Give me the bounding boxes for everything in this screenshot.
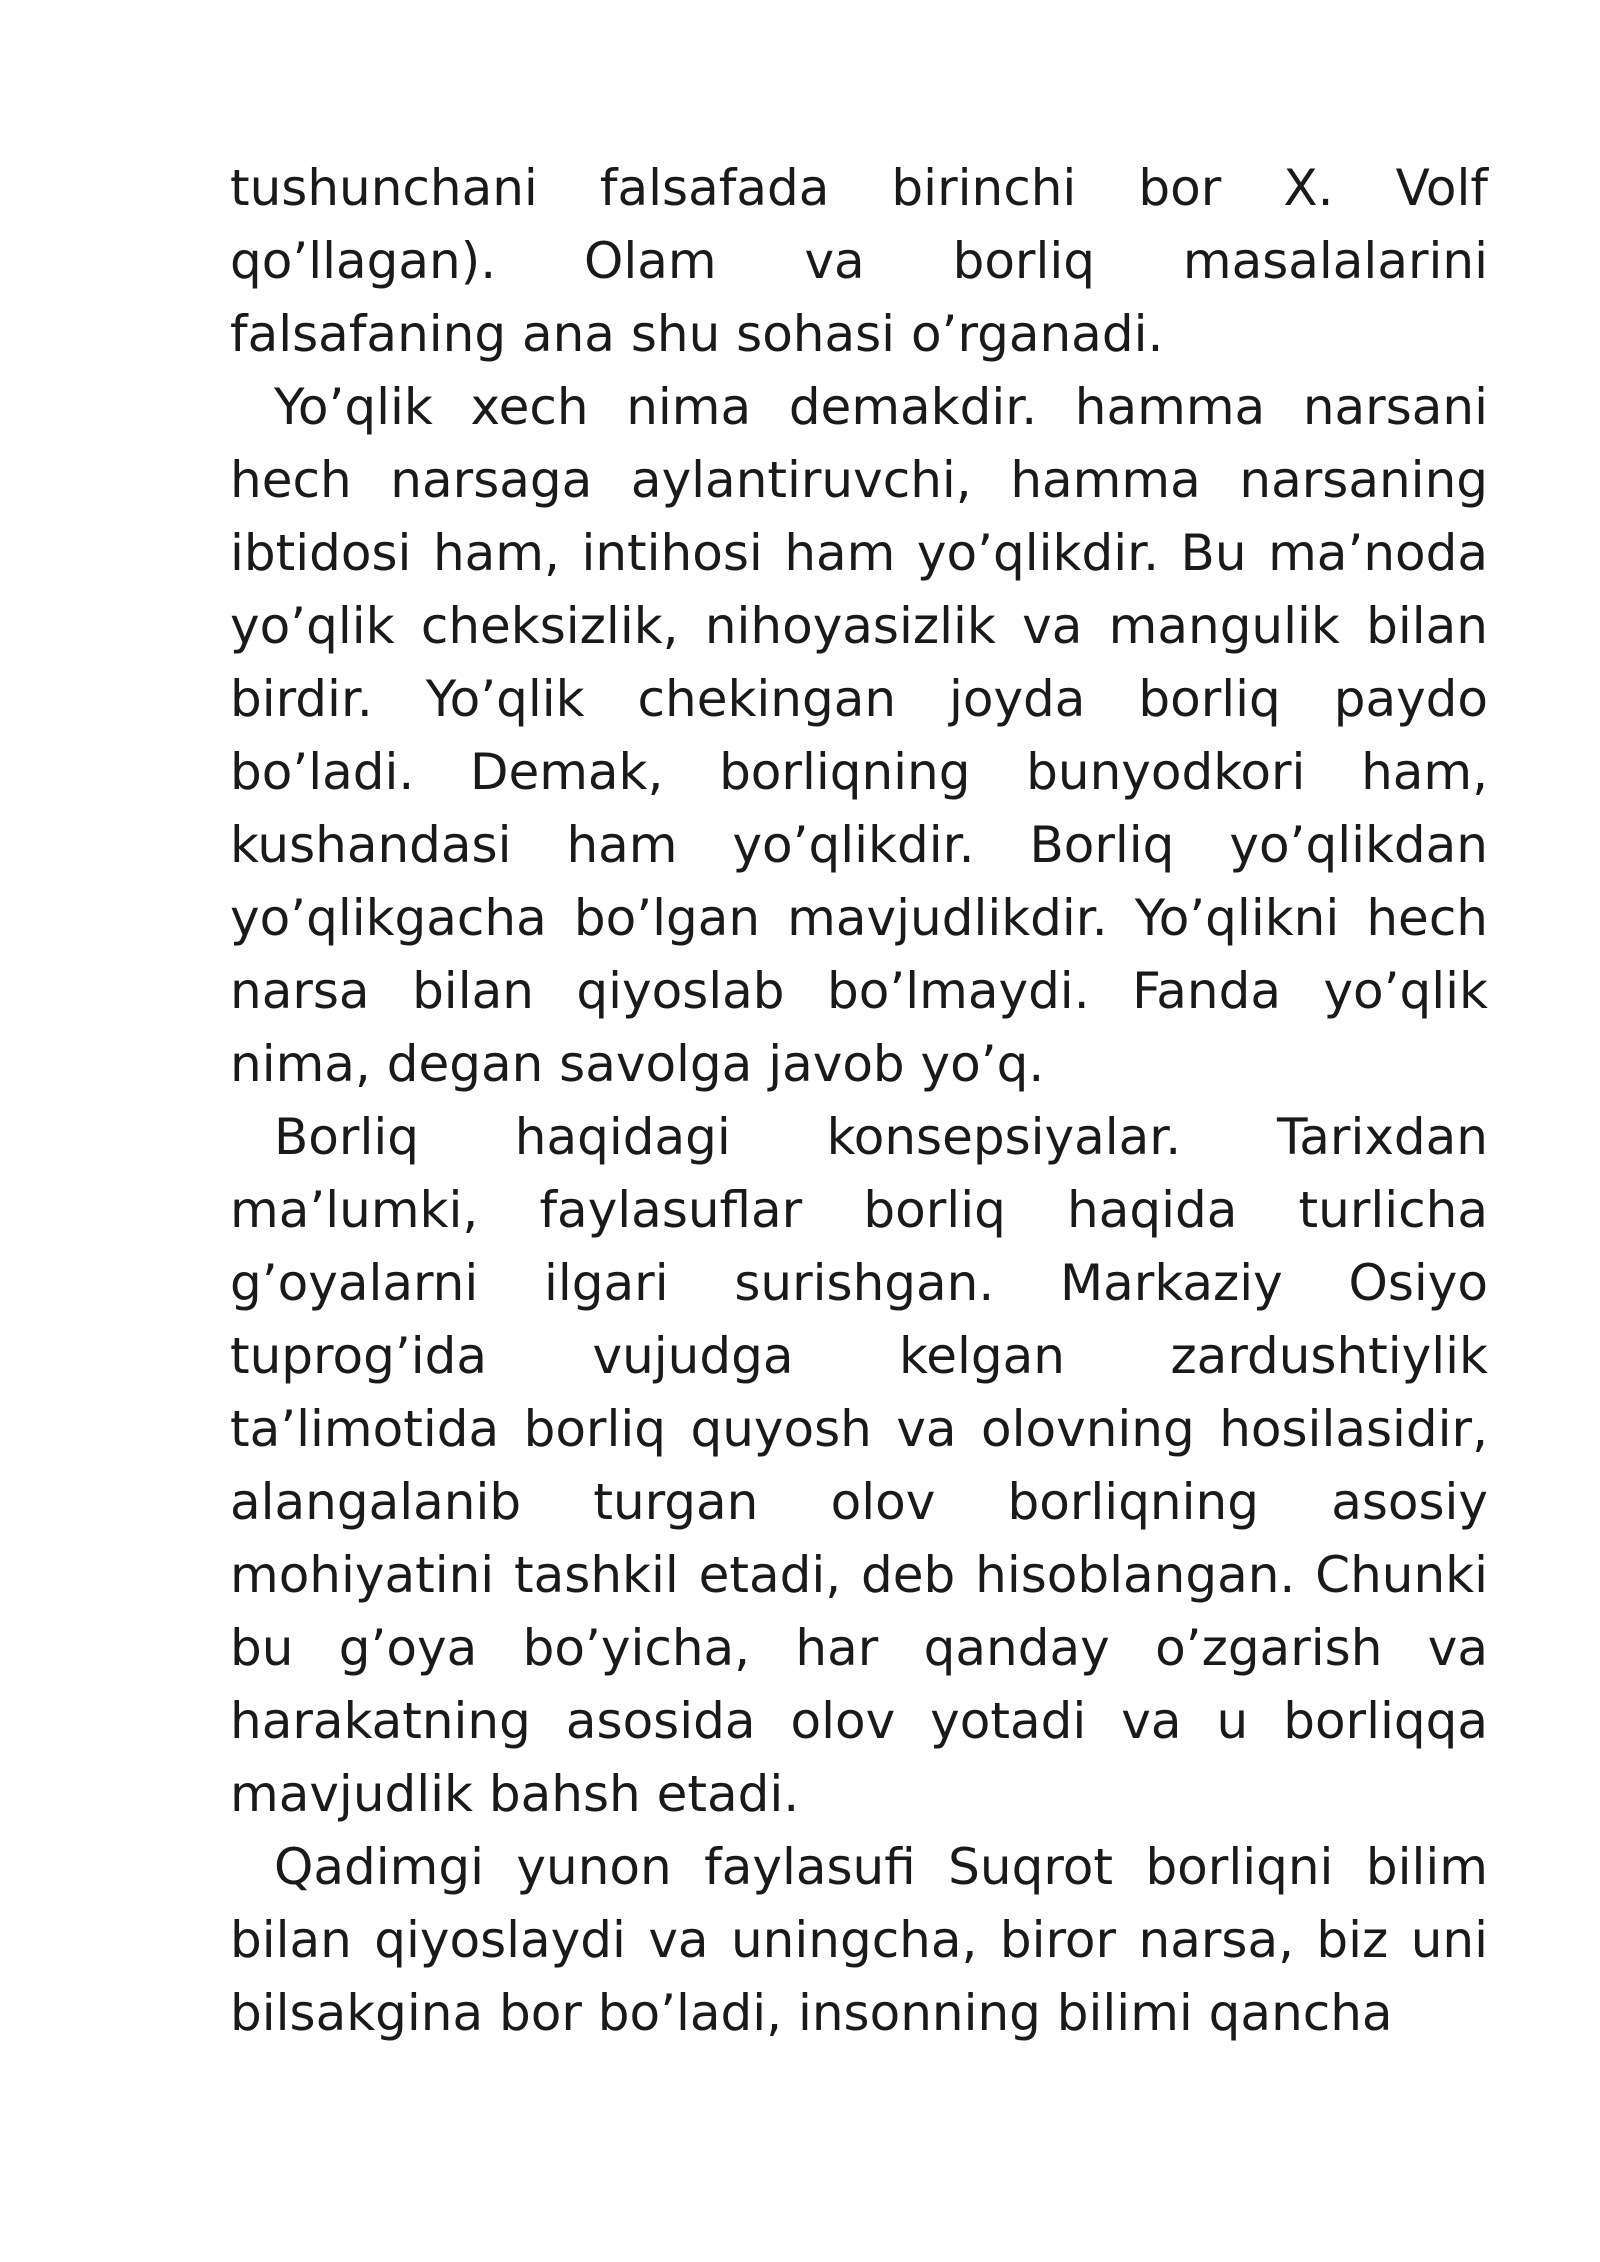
paragraph-continuation: tushunchani falsafada birinchi bor X. Volf qo’llagan). Olam va borliq masalalarini falsafaning ana shu sohasi o’rganadi. <box>230 159 1488 363</box>
paragraph-yoqlik: Yo’qlik xech nima demakdir. hamma narsani hech narsaga aylantiruvchi, hamma narsaning ibtidosi ham, intihosi ham yo’qlikdir. Bu ma’noda yo’qlik cheksizlik, nihoyasizlik va mangulik bilan birdir. Yo’qlik chekingan joyda borliq paydo bo’ladi. Demak, borliqning bunyodkori ham, kushandasi ham yo’qlikdir. Borliq yo’qlikdan yo’qlikgacha bo’lgan mavjudlikdir. Yo’qlikni hech narsa bilan qiyoslab bo’lmaydi. Fanda yo’qlik nima, degan savolga javob yo’q. <box>230 378 1488 1093</box>
paragraph-suqrot: Qadimgi yunon faylasufi Suqrot borliqni bilim bilan qiyoslaydi va uningcha, biror narsa, biz uni bilsakgina bor bo’ladi, insonning bilimi qancha <box>230 1838 1488 2042</box>
page-text <box>230 152 1488 2050</box>
paragraph-borliq-konsepsiyalar: Borliq haqidagi konsepsiyalar. Tarixdan ma’lumki, faylasuflar borliq haqida turlicha g’oyalarni ilgari surishgan. Markaziy Osiyo tuprog’ida vujudga kelgan zardushtiylik ta’limotida borliq quyosh va olovning hosilasidir, alangalanib turgan olov borliqning asosiy mohiyatini tashkil etadi, deb hisoblangan. Chunki bu g’oya bo’yicha, har qanday o’zgarish va harakatning asosida olov yotadi va u borliqqa mavjudlik bahsh etadi. <box>230 1108 1488 1823</box>
